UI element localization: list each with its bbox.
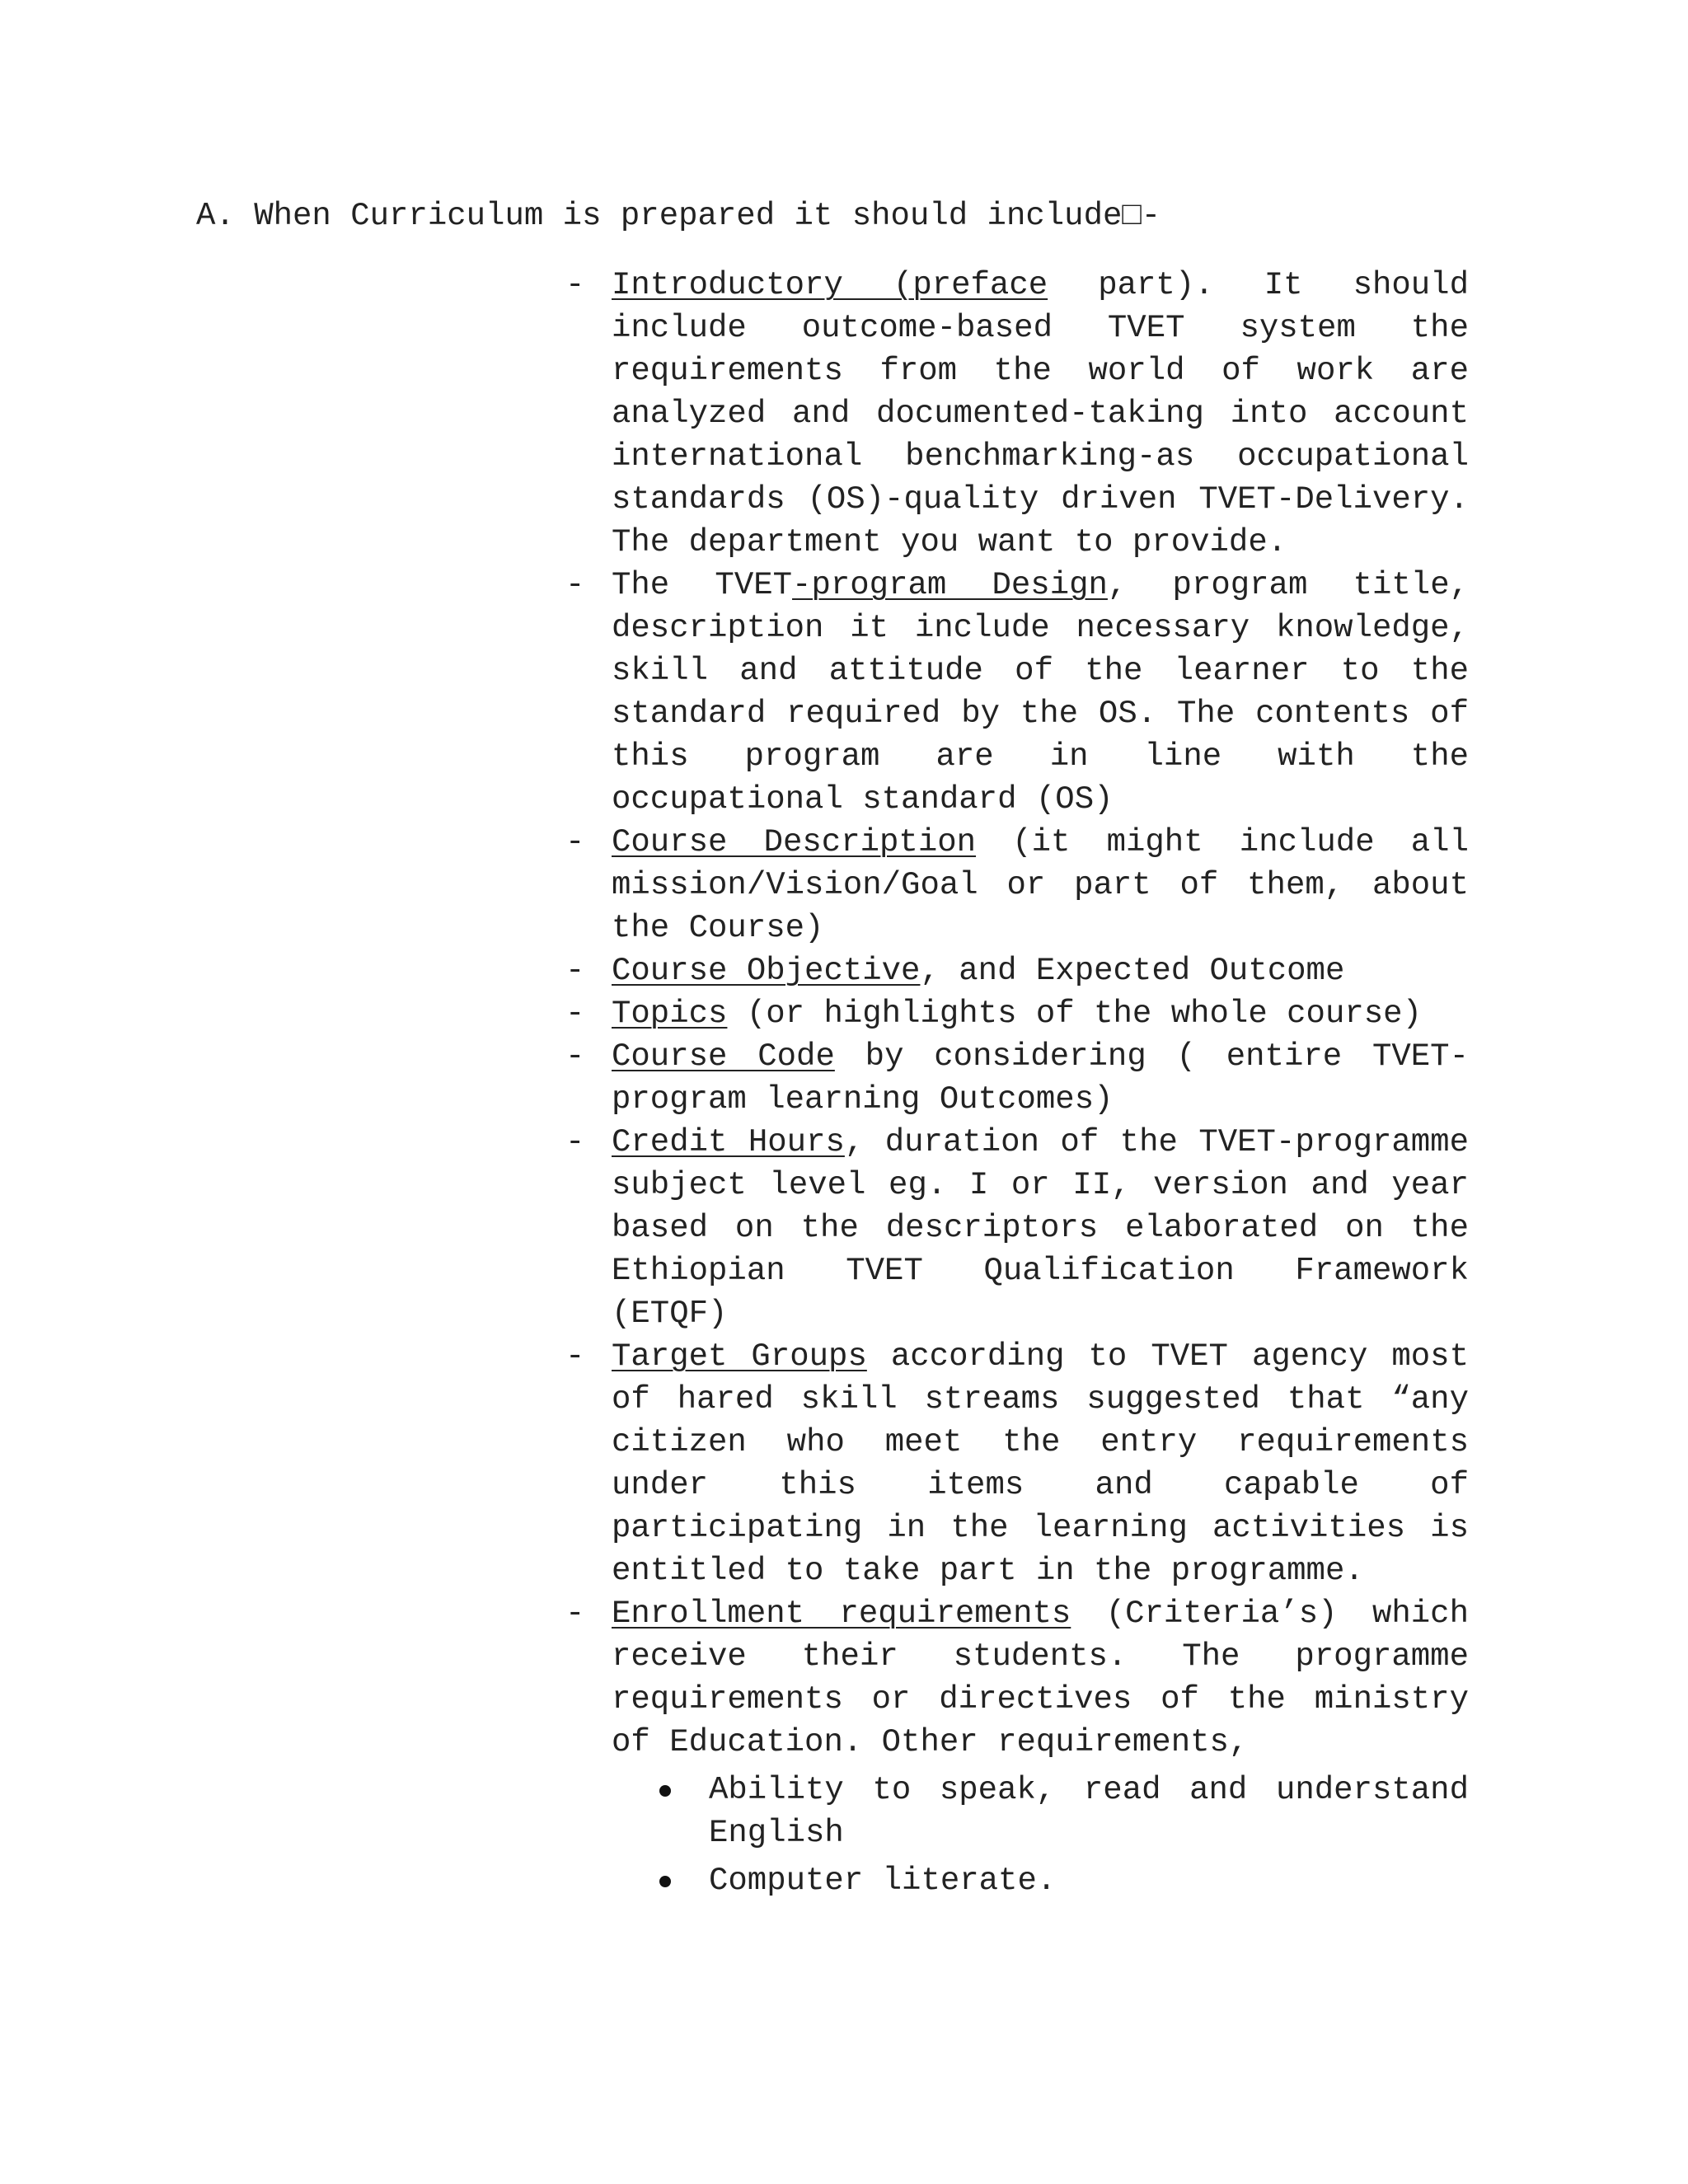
dash-marker: - — [565, 1124, 585, 1160]
list-item — [565, 821, 1469, 949]
item-title: Credit Hours — [612, 1124, 845, 1160]
bullet-icon — [659, 1785, 671, 1797]
dash-marker: - — [565, 567, 585, 603]
sub-bullet-text: Ability to speak, read and understand English — [709, 1772, 1469, 1851]
item-title: Course Code — [612, 1038, 835, 1075]
dash-marker: - — [565, 824, 585, 860]
item-title: Course Objective — [612, 953, 921, 989]
requirements-list — [565, 264, 1469, 1907]
list-item — [565, 1335, 1469, 1592]
list-item — [565, 992, 1469, 1035]
item-text: part). It should include outcome-based TVET system the requirements from the world of work are analyzed and documented-taking into account international benchmarking-as occupational standards (OS)-quality driven TVET-Delivery. The department you want to provide. — [612, 267, 1469, 560]
item-title: Introductory (preface — [612, 267, 1048, 303]
dash-marker: - — [565, 953, 585, 989]
dash-marker: - — [565, 996, 585, 1032]
list-item — [565, 564, 1469, 821]
section-heading: A. When Curriculum is prepared it should include□- — [196, 198, 1161, 234]
item-text: , program title, description it include necessary knowledge, skill and attitude of the learner to the standard required by the OS. The contents of this program are in line with the occupational standard (OS) — [612, 567, 1469, 818]
dash-marker: - — [565, 267, 585, 303]
item-text: according to TVET agency most of hared skill streams suggested that “any citizen who meet the entry requirements under this items and capable of participating in the learning activities is entitled to take part in the programme. — [612, 1338, 1469, 1589]
item-title: Target Groups — [612, 1338, 867, 1375]
dash-marker: - — [565, 1596, 585, 1632]
list-item — [565, 949, 1469, 992]
item-text: (Criteria’s) which receive their students. The programme requirements or directives of the ministry of Education. Other requirements, — [612, 1596, 1469, 1760]
dash-marker: - — [565, 1338, 585, 1375]
item-title: Course Description — [612, 824, 977, 860]
item-title: Topics — [612, 996, 728, 1032]
list-item — [565, 1035, 1469, 1121]
dash-marker: - — [565, 1038, 585, 1075]
list-item — [565, 264, 1469, 564]
bullet-icon — [659, 1876, 671, 1887]
sub-bullet-item — [612, 1769, 1469, 1854]
item-text: , duration of the TVET-programme subject level eg. I or II, version and year based on the descriptors elaborated on the Ethiopian TVET Qualification Framework (ETQF) — [612, 1124, 1469, 1332]
sub-bullet-text: Computer literate. — [709, 1863, 1057, 1899]
sub-bullet-list — [612, 1769, 1469, 1902]
item-text: by considering ( entire TVET-program learning Outcomes) — [612, 1038, 1469, 1118]
item-title: -program Design — [792, 567, 1108, 603]
item-text: (it might include all mission/Vision/Goal or part of them, about the Course) — [612, 824, 1469, 946]
item-prefix: The TVET — [612, 567, 793, 603]
item-text: (or highlights of the whole course) — [727, 996, 1422, 1032]
item-title: Enrollment requirements — [612, 1596, 1071, 1632]
item-text: , and Expected Outcome — [920, 953, 1345, 989]
sub-bullet-item — [612, 1859, 1469, 1902]
list-item — [565, 1592, 1469, 1902]
list-item — [565, 1121, 1469, 1335]
